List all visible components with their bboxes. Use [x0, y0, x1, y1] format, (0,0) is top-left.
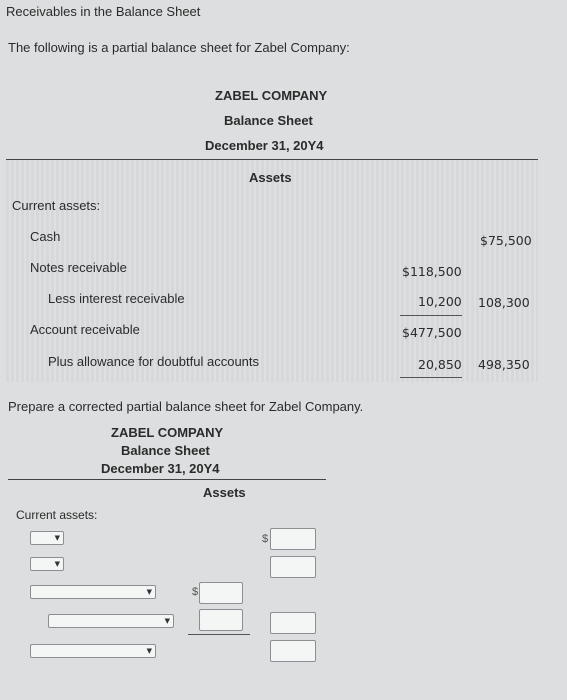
answer-group-label: Current assets:	[16, 508, 98, 522]
task-prompt: Prepare a corrected partial balance sheet for Zabel Company.	[8, 399, 364, 414]
row-less-interest-label: Less interest receivable	[48, 291, 185, 306]
given-date: December 31, 20Y4	[205, 138, 324, 153]
answer-date: December 31, 20Y4	[101, 461, 220, 476]
subtotal-rule-1	[400, 315, 462, 316]
chevron-down-icon: ▼	[146, 647, 152, 655]
account-select-5[interactable]	[30, 644, 156, 658]
subtotal-rule-2	[400, 377, 462, 378]
answer-company-name: ZABEL COMPANY	[111, 425, 224, 440]
given-statement-name: Balance Sheet	[224, 113, 313, 128]
row-allowance-label: Plus allowance for doubtful accounts	[48, 354, 260, 369]
row-notes-amount: $118,500	[402, 264, 462, 279]
intro-text: The following is a partial balance sheet for Zabel Company:	[8, 40, 350, 55]
chevron-down-icon: ▼	[54, 560, 60, 568]
given-group-label: Current assets:	[12, 198, 101, 213]
row-less-interest-amount: 10,200	[418, 294, 462, 309]
answer-subtotal-rule	[188, 634, 250, 635]
chevron-down-icon: ▼	[146, 588, 152, 596]
amount-input-col2-row3[interactable]	[270, 612, 316, 634]
amount-input-col1-row2[interactable]	[199, 609, 243, 631]
given-section-assets: Assets	[249, 170, 292, 185]
account-select-1[interactable]	[30, 531, 64, 545]
row-accounts-net: 498,350	[478, 357, 530, 372]
amount-input-col2-row2[interactable]	[270, 556, 316, 578]
row-cash-total: $75,500	[480, 233, 532, 248]
answer-header-rule	[8, 479, 326, 480]
account-select-3[interactable]	[30, 585, 156, 599]
row-accounts-label: Account receivable	[30, 322, 140, 337]
row-cash-label: Cash	[30, 229, 61, 244]
row-notes-net: 108,300	[478, 295, 530, 310]
chevron-down-icon: ▼	[54, 534, 60, 542]
row-notes-label: Notes receivable	[30, 260, 127, 275]
currency-symbol-col2: $	[262, 533, 269, 545]
account-select-2[interactable]	[30, 557, 64, 571]
given-company-name: ZABEL COMPANY	[215, 88, 328, 103]
amount-input-col1-row1[interactable]	[199, 582, 243, 604]
currency-symbol-col1: $	[192, 586, 199, 598]
amount-input-col2-row1[interactable]	[270, 528, 316, 550]
chevron-down-icon: ▼	[164, 617, 170, 625]
answer-section-assets: Assets	[203, 485, 246, 500]
page-title: Receivables in the Balance Sheet	[6, 4, 201, 19]
row-accounts-amount: $477,500	[402, 325, 462, 340]
amount-input-col2-row4[interactable]	[270, 640, 316, 662]
answer-statement-name: Balance Sheet	[121, 443, 210, 458]
account-select-4[interactable]	[48, 614, 174, 628]
row-allowance-amount: 20,850	[418, 357, 462, 372]
